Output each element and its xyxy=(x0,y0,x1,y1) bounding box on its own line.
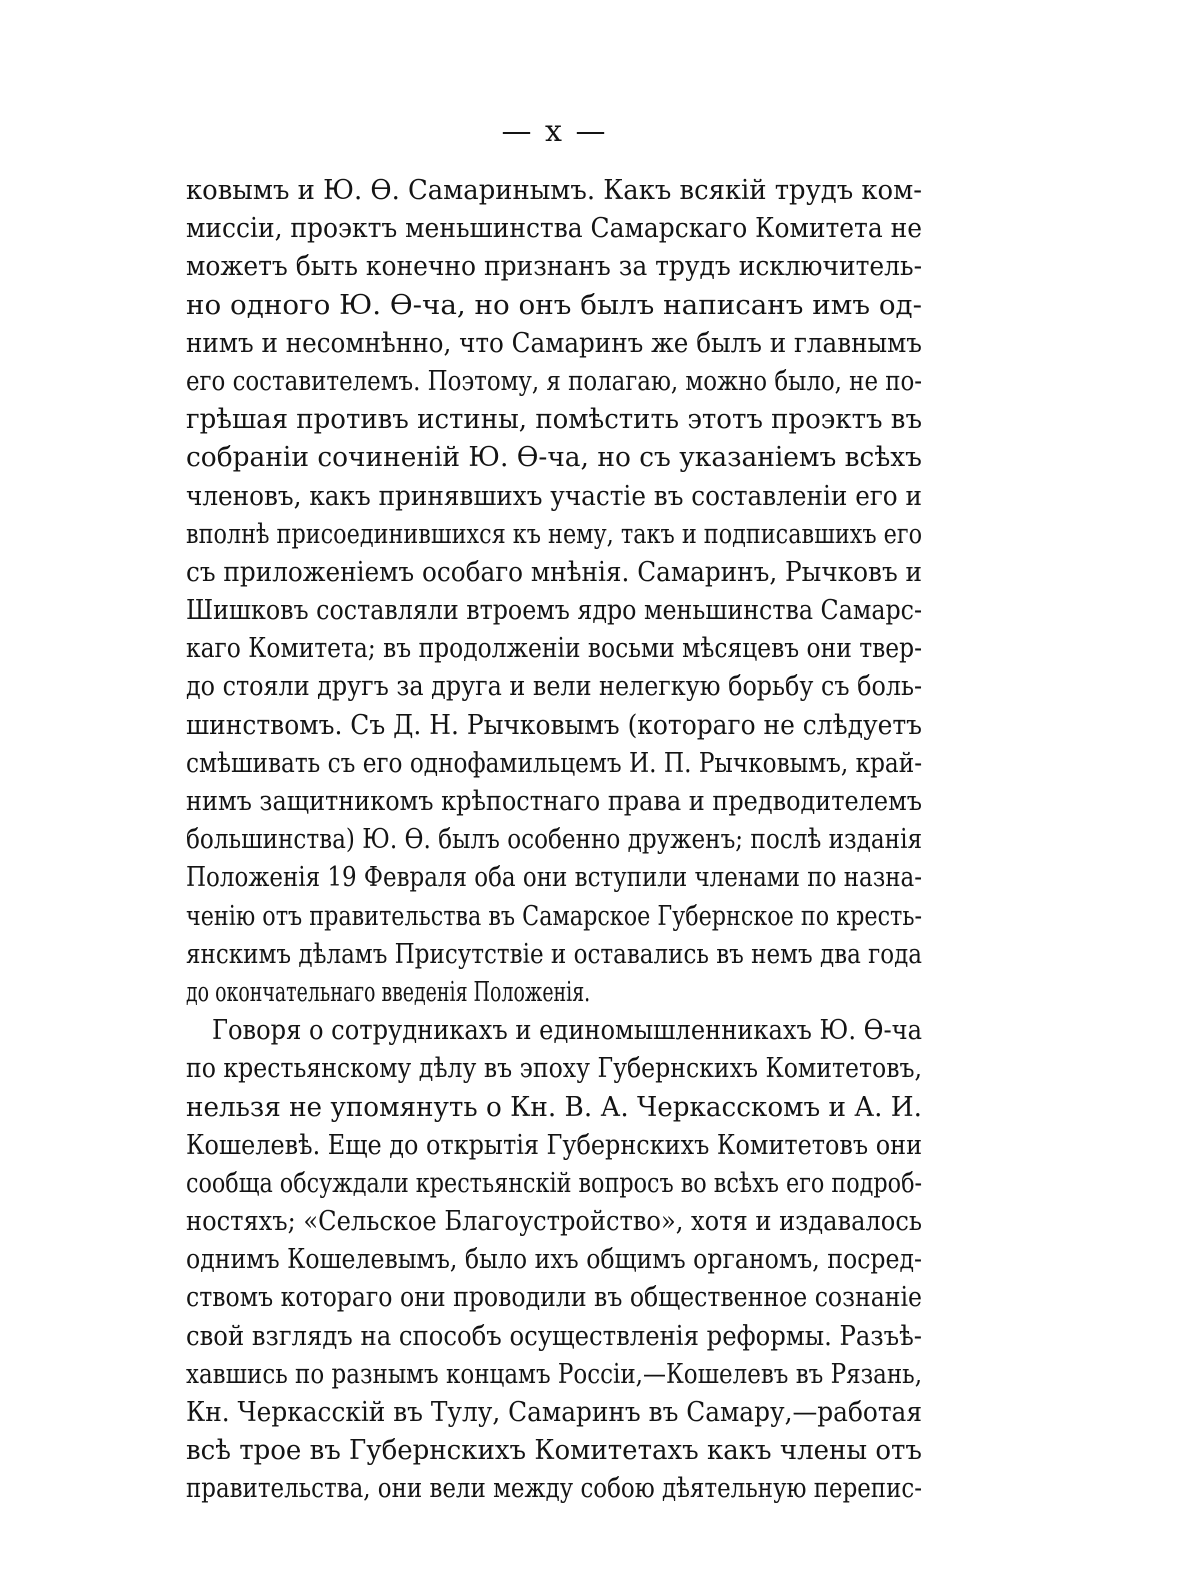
paragraph-1 xyxy=(186,172,922,1012)
text-line: ковымъ и Ю. Ө. Самаринымъ. Какъ всякій трудъ ком- xyxy=(186,175,922,206)
text-line: большинства) Ю. Ө. былъ особенно друженъ; послѣ изданія xyxy=(186,824,923,856)
text-line: Кошелевѣ. Еще до открытія Губернскихъ Комитетовъ они xyxy=(186,1129,923,1161)
text-line: по крестьянскому дѣлу въ эпоху Губернскихъ Комитетовъ, xyxy=(186,1053,923,1085)
text-line: Шишковъ составляли втроемъ ядро меньшинства Самарс- xyxy=(186,595,923,627)
text-line: правительства, они вели между собою дѣятельную перепис- xyxy=(186,1473,922,1505)
text-line: нимъ защитникомъ крѣпостнаго права и предводителемъ xyxy=(186,786,922,817)
text-line: его составителемъ. Поэтому, я полагаю, можно было, не по- xyxy=(186,365,923,397)
text-line: свой взглядъ на способъ осуществленія реформы. Разъѣ- xyxy=(186,1320,922,1352)
text-line: грѣшая противъ истины, помѣстить этотъ проэктъ въ xyxy=(186,404,922,436)
text-line: Говоря о сотрудникахъ и единомышленникахъ Ю. Ө-ча xyxy=(212,1015,922,1047)
text-line: шинствомъ. Съ Д. Н. Рычковымъ (котораго не слѣдуетъ xyxy=(186,709,923,741)
paragraph-2 xyxy=(186,1012,922,1508)
body-text xyxy=(186,172,922,1509)
text-line: Кн. Черкасскій въ Тулу, Самаринъ въ Самару,—работая xyxy=(186,1397,922,1428)
page-number-header: — x — xyxy=(501,114,608,149)
text-line: ченію отъ правительства въ Самарское Губернское по кресть- xyxy=(186,900,922,932)
text-line: смѣшивать съ его однофамильцемъ И. П. Рычковымъ, край- xyxy=(186,747,923,779)
text-line: съ приложеніемъ особаго мнѣнія. Самаринъ, Рычковъ и xyxy=(186,556,923,588)
text-line: нельзя не упомянуть о Кн. В. А. Черкасскомъ и А. И. xyxy=(186,1091,923,1123)
text-line: но одного Ю. Ө-ча, но онъ былъ написанъ имъ од- xyxy=(186,289,923,321)
text-line: вполнѣ присоединившихся къ нему, такъ и подписавшихъ его xyxy=(186,518,923,550)
text-line: янскимъ дѣламъ Присутствіе и оставались въ немъ два года xyxy=(186,938,922,970)
text-line: всѣ трое въ Губернскихъ Комитетахъ какъ члены отъ xyxy=(186,1435,922,1467)
text-line: Положенія 19 Февраля оба они вступили членами по назна- xyxy=(186,862,922,894)
text-line: нимъ и несомнѣнно, что Самаринъ же былъ и главнымъ xyxy=(186,327,922,359)
text-line: хавшись по разнымъ концамъ Россіи,—Кошелевъ въ Рязань, xyxy=(186,1358,922,1390)
text-line: миссіи, проэктъ меньшинства Самарскаго Комитета не xyxy=(186,213,923,245)
text-line: до окончательнаго введенія Положенія. xyxy=(186,976,591,1008)
text-line: каго Комитета; въ продолженіи восьми мѣсяцевъ они твер- xyxy=(186,633,922,665)
text-line: однимъ Кошелевымъ, было ихъ общимъ органомъ, посред- xyxy=(186,1244,923,1276)
text-line: ностяхъ; «Сельское Благоустройство», хотя и издавалось xyxy=(186,1206,922,1238)
text-line: ствомъ котораго они проводили въ общественное сознаніе xyxy=(186,1282,922,1314)
text-line: до стояли другъ за друга и вели нелегкую борьбу съ боль- xyxy=(186,671,923,703)
text-line: сообща обсуждали крестьянскій вопросъ во всѣхъ его подроб- xyxy=(186,1167,923,1199)
text-line: членовъ, какъ принявшихъ участіе въ составленіи его и xyxy=(186,480,922,512)
text-line: собраніи сочиненій Ю. Ө-ча, но съ указаніемъ всѣхъ xyxy=(186,442,922,474)
text-line: можетъ быть конечно признанъ за трудъ исключитель- xyxy=(186,251,922,283)
